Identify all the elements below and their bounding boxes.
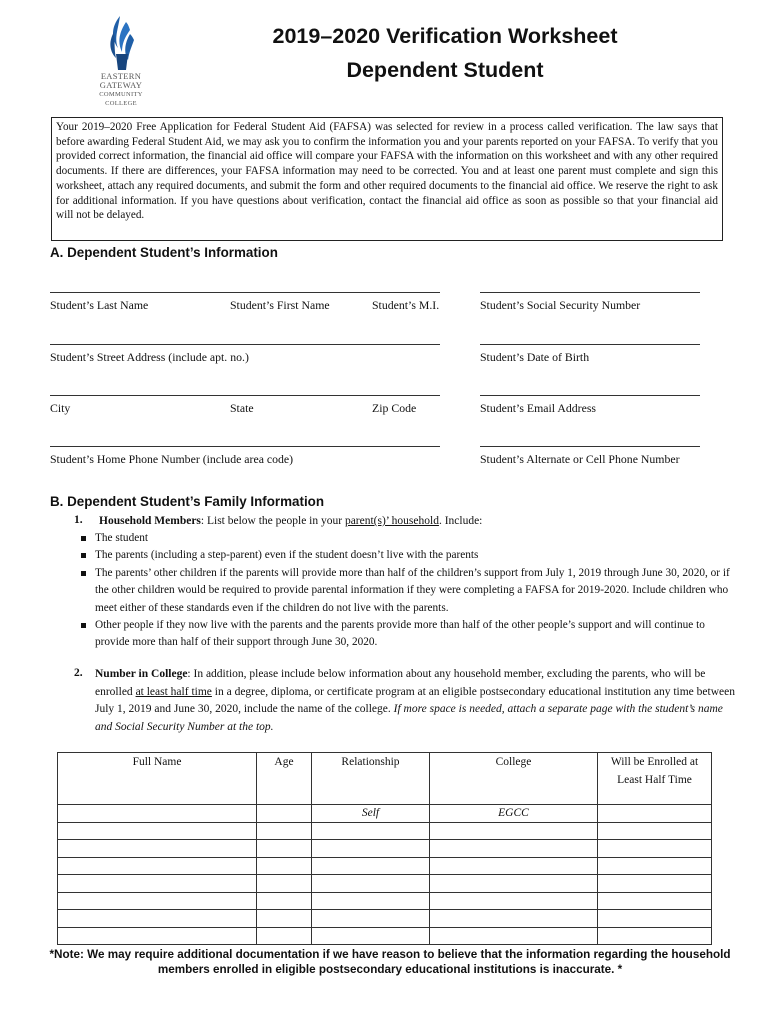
table-cell[interactable] xyxy=(257,875,312,893)
list-item: The parents (including a step-parent) even if the student doesn’t live with the parents xyxy=(78,547,734,564)
dob-label: Student’s Date of Birth xyxy=(480,350,590,364)
table-cell[interactable] xyxy=(58,857,257,875)
logo-text-community: COMMUNITY xyxy=(99,91,143,98)
table-cell[interactable] xyxy=(312,840,430,858)
table-cell[interactable] xyxy=(598,927,712,945)
item-2-number: 2. xyxy=(74,667,83,679)
footnote: *Note: We may require additional documentation if we have reason to believe that the information regarding the household members enrolled in eligible postsecondary educational institutions is inaccurate. * xyxy=(49,948,731,976)
mi-label: Student’s M.I. xyxy=(372,298,440,312)
table-cell[interactable] xyxy=(598,840,712,858)
table-cell[interactable] xyxy=(430,910,598,928)
number-in-college-title: Number in College xyxy=(95,668,188,680)
table-cell[interactable]: Self xyxy=(312,805,430,823)
table-row xyxy=(58,892,712,910)
household-members-intro: Household Members: List below the people in your parent(s)’ household. Include: xyxy=(99,515,483,527)
household-members-title: Household Members xyxy=(99,515,201,527)
table-cell[interactable] xyxy=(598,822,712,840)
col-enrolled-half-time: Will be Enrolled at Least Half Time xyxy=(598,753,712,805)
bullet-square-icon xyxy=(81,536,86,541)
col-full-name: Full Name xyxy=(58,753,257,805)
table-cell[interactable] xyxy=(312,875,430,893)
table-row xyxy=(58,857,712,875)
table-header-row xyxy=(58,753,712,805)
table-cell[interactable] xyxy=(430,927,598,945)
table-cell[interactable] xyxy=(257,927,312,945)
table-row xyxy=(58,910,712,928)
table-cell[interactable]: EGCC xyxy=(430,805,598,823)
bullet-square-icon xyxy=(81,623,86,628)
table-row xyxy=(58,805,712,823)
list-item: Other people if they now live with the parents and the parents provide more than half of the other people’s support and will continue to provide more than half of their support through June 30, 2020. xyxy=(78,617,734,652)
table-cell[interactable] xyxy=(257,857,312,875)
household-bullet-list xyxy=(78,530,734,652)
table-cell[interactable] xyxy=(598,857,712,875)
table-cell[interactable] xyxy=(430,857,598,875)
household-table xyxy=(57,752,712,945)
table-cell[interactable] xyxy=(598,805,712,823)
table-cell[interactable] xyxy=(598,910,712,928)
college-logo xyxy=(88,14,154,108)
flame-icon xyxy=(104,14,138,72)
table-cell[interactable] xyxy=(58,805,257,823)
table-cell[interactable] xyxy=(312,910,430,928)
logo-text-college: COLLEGE xyxy=(105,100,137,107)
table-cell[interactable] xyxy=(58,910,257,928)
street-label: Student’s Street Address (include apt. no.) xyxy=(50,350,249,364)
table-row xyxy=(58,822,712,840)
table-cell[interactable] xyxy=(58,927,257,945)
table-row xyxy=(58,875,712,893)
state-label: State xyxy=(230,401,254,415)
table-row xyxy=(58,840,712,858)
zip-label: Zip Code xyxy=(372,401,417,415)
table-cell[interactable] xyxy=(257,822,312,840)
table-cell[interactable] xyxy=(58,875,257,893)
ssn-line[interactable] xyxy=(480,292,700,293)
cell-phone-label: Student’s Alternate or Cell Phone Number xyxy=(480,452,680,466)
list-item: The parents’ other children if the parents will provide more than half of the children’s support from July 1, 2019 through June 30, 2020, or if the other children would be required to provide parental information if they were completing a FAFSA for 2019-2020. Include children who meet either of these standards even if the children do not live with the parents. xyxy=(78,565,734,617)
table-cell[interactable] xyxy=(312,822,430,840)
last-name-label: Student’s Last Name xyxy=(50,298,149,312)
table-cell[interactable] xyxy=(430,840,598,858)
section-b-heading: B. Dependent Student’s Family Information xyxy=(50,494,325,509)
table-cell[interactable] xyxy=(598,892,712,910)
col-college: College xyxy=(430,753,598,805)
intro-paragraph: Your 2019–2020 Free Application for Federal Student Aid (FAFSA) was selected for review in a process called verification. The law says that before awarding Federal Student Aid, we may ask you to confirm the information you and your parents reported on your FAFSA. To verify that you provided correct information, the financial aid office will compare your FAFSA with the information on this worksheet and with any other required documents. If there are differences, your FAFSA information may need to be corrected. You and at least one parent must complete and sign this worksheet, attach any required documents, and submit the form and other required documents to the financial aid office. We reserve the right to ask for additional information. If you have questions about verification, contact the financial aid office as soon as possible so that your financial aid will not be delayed. xyxy=(51,117,723,241)
table-cell[interactable] xyxy=(312,857,430,875)
bullet-square-icon xyxy=(81,571,86,576)
table-cell[interactable] xyxy=(257,805,312,823)
logo-text-gateway: GATEWAY xyxy=(99,80,143,90)
table-cell[interactable] xyxy=(312,927,430,945)
col-age: Age xyxy=(257,753,312,805)
email-label: Student’s Email Address xyxy=(480,401,596,415)
table-cell[interactable] xyxy=(430,875,598,893)
number-in-college-paragraph: Number in College: In addition, please include below information about any household member, excluding the parents, who will be enrolled at least half time in a degree, diploma, or certificate program at an eligible postsecondary educational institution any time between July 1, 2019 and June 30, 2020, include the name of the college. If more space is needed, attach a separate page with the student’s name and Social Security Number at the top. xyxy=(95,668,735,733)
table-cell[interactable] xyxy=(430,892,598,910)
home-phone-label: Student’s Home Phone Number (include area code) xyxy=(50,452,294,466)
dob-line[interactable] xyxy=(480,344,700,345)
table-cell[interactable] xyxy=(312,892,430,910)
table-row xyxy=(58,927,712,945)
col-relationship: Relationship xyxy=(312,753,430,805)
city-label: City xyxy=(50,401,71,415)
ssn-label: Student’s Social Security Number xyxy=(480,298,641,312)
table-cell[interactable] xyxy=(58,892,257,910)
street-line[interactable] xyxy=(50,344,440,345)
table-cell[interactable] xyxy=(58,840,257,858)
page-title: 2019–2020 Verification Worksheet xyxy=(272,24,618,48)
table-cell[interactable] xyxy=(598,875,712,893)
first-name-label: Student’s First Name xyxy=(230,298,330,312)
table-cell[interactable] xyxy=(257,840,312,858)
cell-phone-line[interactable] xyxy=(480,446,700,447)
section-a-heading: A. Dependent Student’s Information xyxy=(50,245,278,260)
city-state-zip-line[interactable] xyxy=(50,395,440,396)
table-cell[interactable] xyxy=(257,892,312,910)
table-cell[interactable] xyxy=(257,910,312,928)
logo-text-eastern: EASTERN xyxy=(100,71,142,81)
email-line[interactable] xyxy=(480,395,700,396)
page-subtitle: Dependent Student xyxy=(346,58,544,82)
name-line[interactable] xyxy=(50,292,440,293)
table-cell[interactable] xyxy=(58,822,257,840)
home-phone-line[interactable] xyxy=(50,446,440,447)
list-item: The student xyxy=(78,530,734,547)
bullet-square-icon xyxy=(81,553,86,558)
item-1-number: 1. xyxy=(74,514,83,526)
table-cell[interactable] xyxy=(430,822,598,840)
